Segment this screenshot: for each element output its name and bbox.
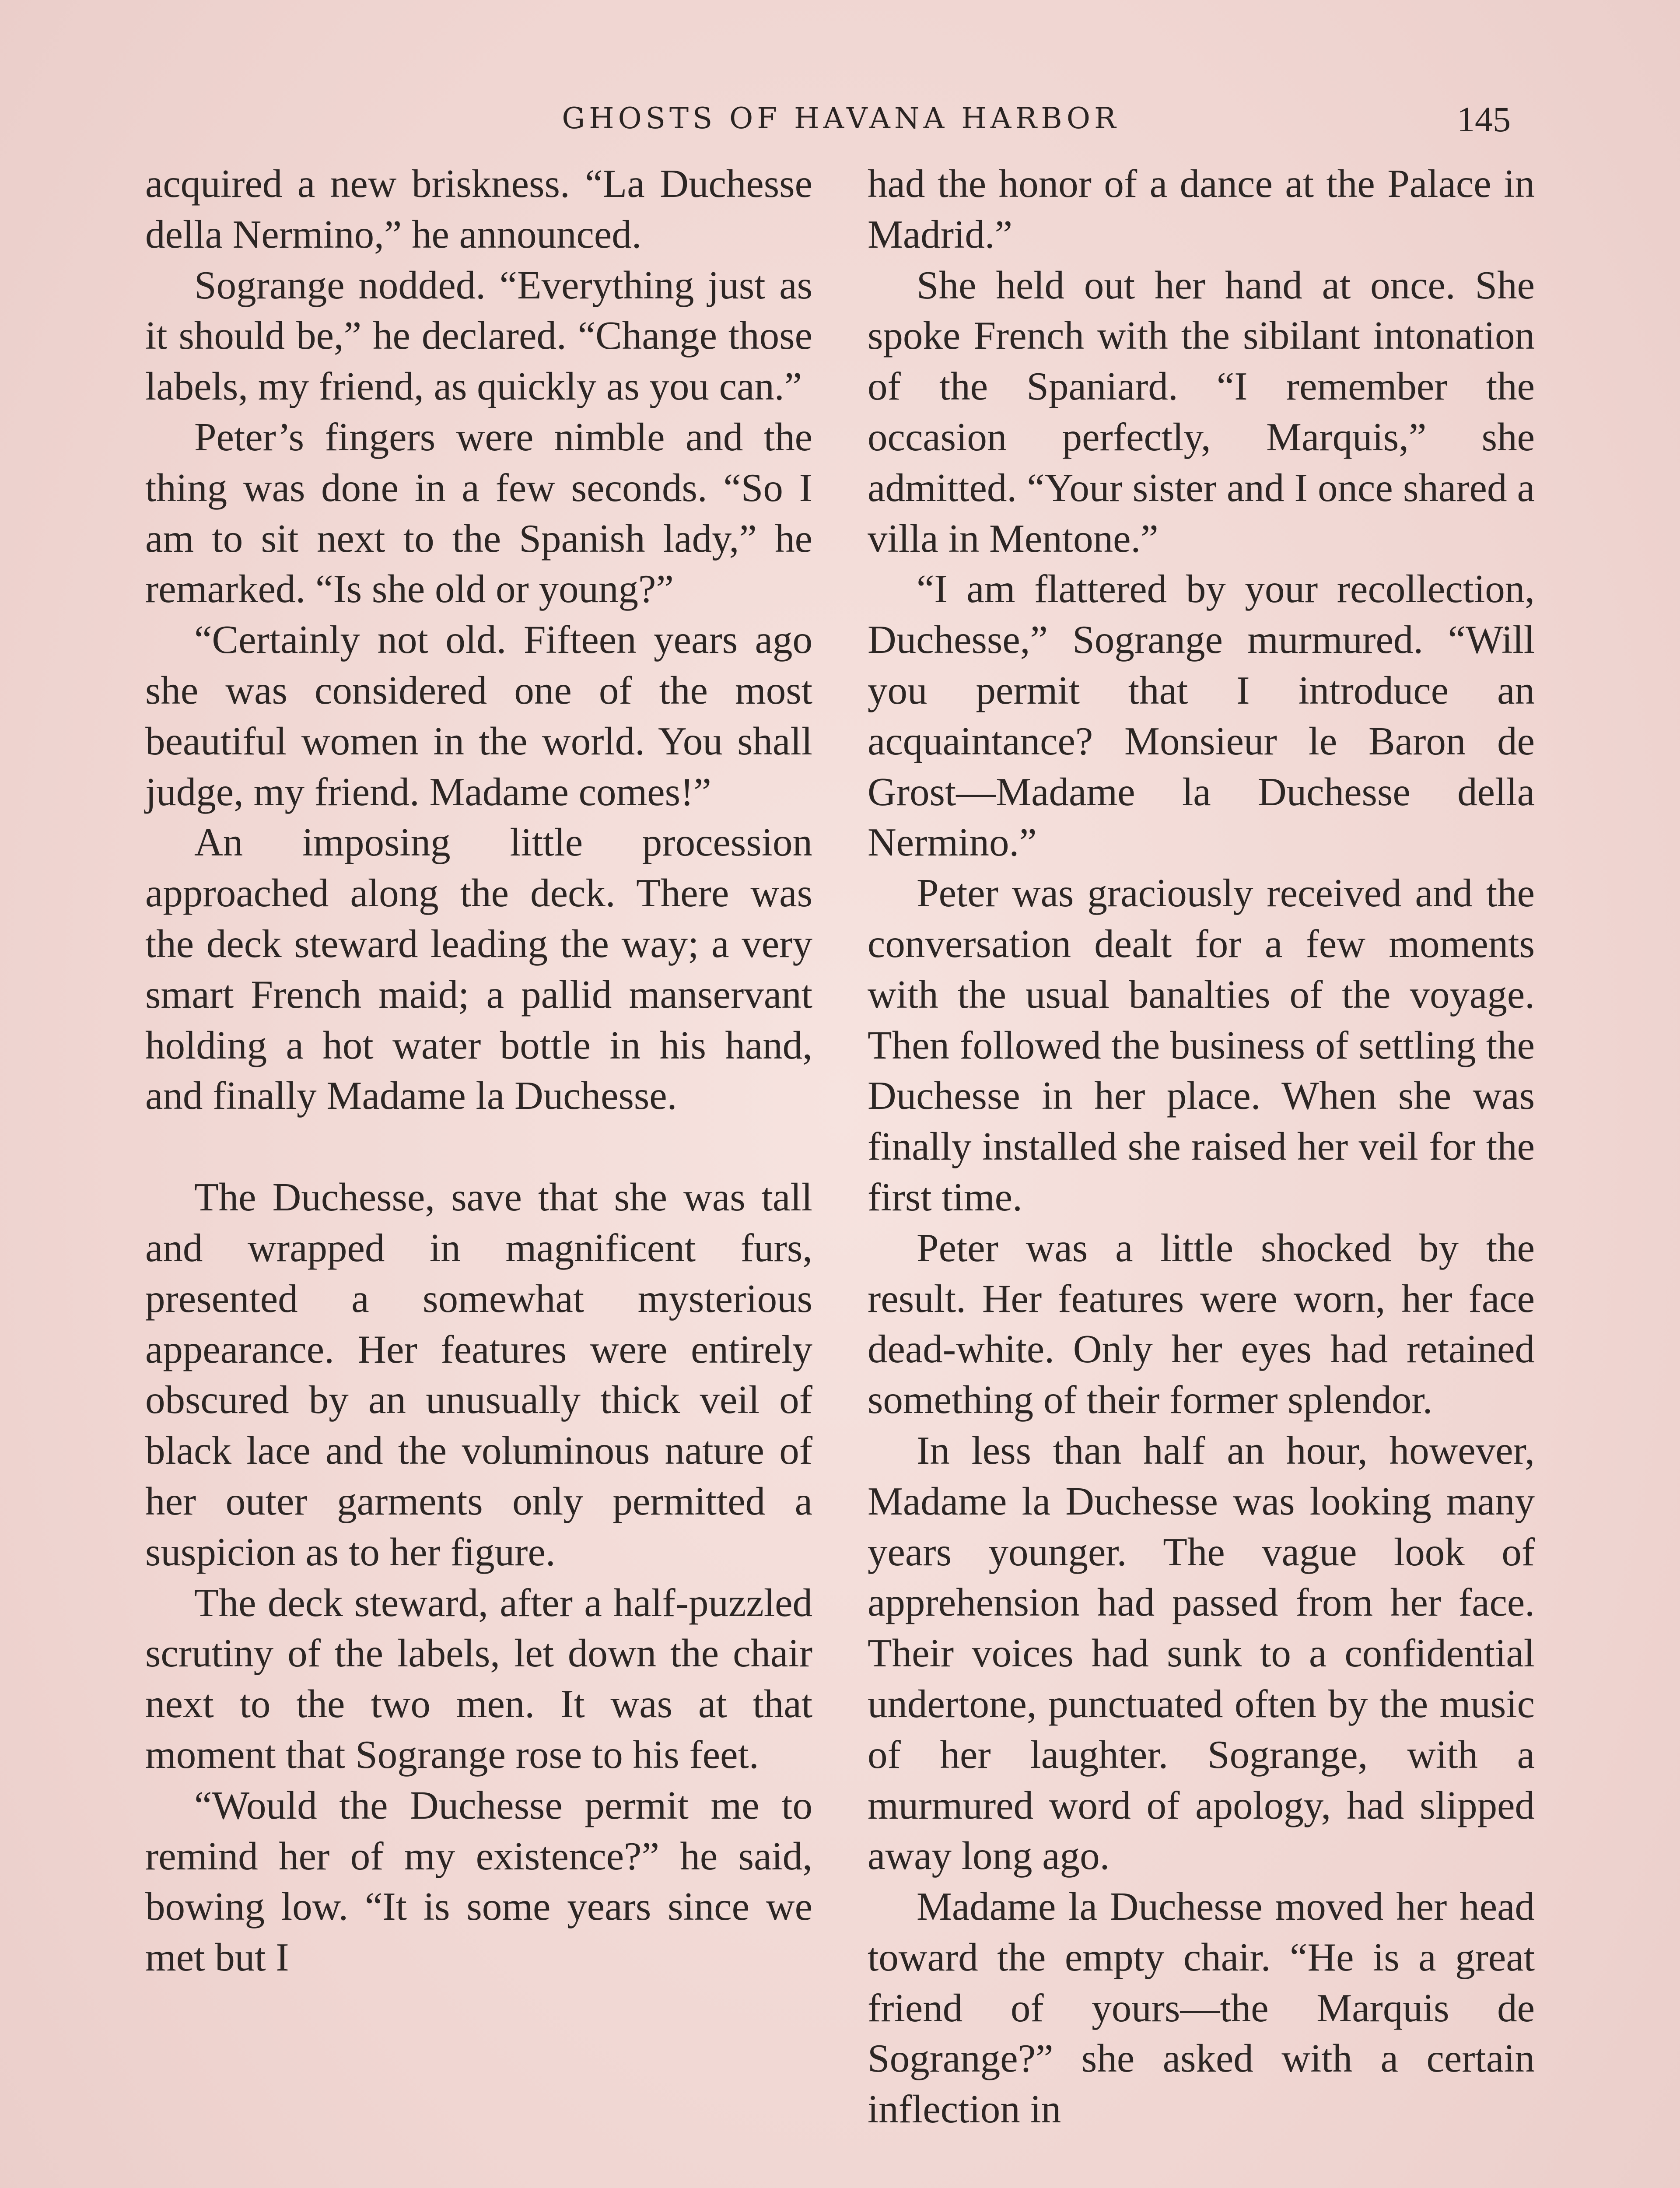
paragraph: In less than half an hour, however, Madame la Duchesse was looking many years younger. The vague look of apprehension had passed from her face. Their voices had sunk to a confidential undertone, punctuated often by the music of her laughter. Sogrange, with a murmured word of apology, had slipped away long ago. [868, 1428, 1535, 1878]
paragraph: “I am flattered by your recollection, Duchesse,” Sogrange murmured. “Will you permit that I introduce an acquaintance? Monsieur le Baron de Grost—Madame la Duchesse della Nermino.” [868, 567, 1535, 865]
paragraph: “Would the Duchesse permit me to remind her of my existence?” he said, bowing low. “It is some years since we met but I [145, 1783, 812, 1980]
paragraph: She held out her hand at once. She spoke French with the sibilant intonation of the Spaniard. “I remember the occasion perfectly, Marquis,” she admitted. “Your sister and I once shared a villa in Mentone.” [868, 263, 1535, 561]
left-text-column [145, 158, 812, 1983]
paragraph: Peter’s fingers were nimble and the thing was done in a few seconds. “So I am to sit next to the Spanish lady,” he remarked. “Is she old or young?” [145, 414, 812, 611]
paragraph: acquired a new briskness. “La Duchesse della Nermino,” he announced. [145, 161, 812, 256]
section-break [145, 1121, 812, 1172]
running-title: GHOSTS OF HAVANA HARBOR [562, 102, 1120, 135]
paragraph: An imposing little procession approached along the deck. There was the deck steward leading the way; a very smart French maid; a pallid manservant holding a hot water bottle in his hand, and finally Madame la Duchesse. [145, 820, 812, 1118]
paragraph: Peter was graciously received and the conversation dealt for a few moments with the usual banalties of the voyage. Then followed the business of settling the Duchesse in her place. When she was finally installed she raised her veil for the first time. [868, 871, 1535, 1219]
paragraph: Madame la Duchesse moved her head toward the empty chair. “He is a great friend of yours—the Marquis de Sogrange?” she asked with a certain inflection in [868, 1884, 1535, 2132]
paragraph: Peter was a little shocked by the result. Her features were worn, her face dead-white. Only her eyes had retained something of their former splendor. [868, 1225, 1535, 1422]
right-text-column [868, 158, 1535, 2135]
paragraph: Sogrange nodded. “Everything just as it should be,” he declared. “Change those labels, my friend, as quickly as you can.” [145, 263, 812, 409]
paragraph: The deck steward, after a half-puzzled scrutiny of the labels, let down the chair next to the two men. It was at that moment that Sogrange rose to his feet. [145, 1580, 812, 1777]
paragraph: “Certainly not old. Fifteen years ago she was considered one of the most beautiful women in the world. You shall judge, my friend. Madame comes!” [145, 617, 812, 814]
paragraph: The Duchesse, save that she was tall and wrapped in magnificent furs, presented a somewhat mysterious appearance. Her features were entirely obscured by an unusually thick veil of black lace and the voluminous nature of her outer garments only permitted a suspicion as to her figure. [145, 1175, 812, 1574]
paragraph: had the honor of a dance at the Palace in Madrid.” [868, 161, 1535, 256]
page-number: 145 [1457, 99, 1511, 139]
